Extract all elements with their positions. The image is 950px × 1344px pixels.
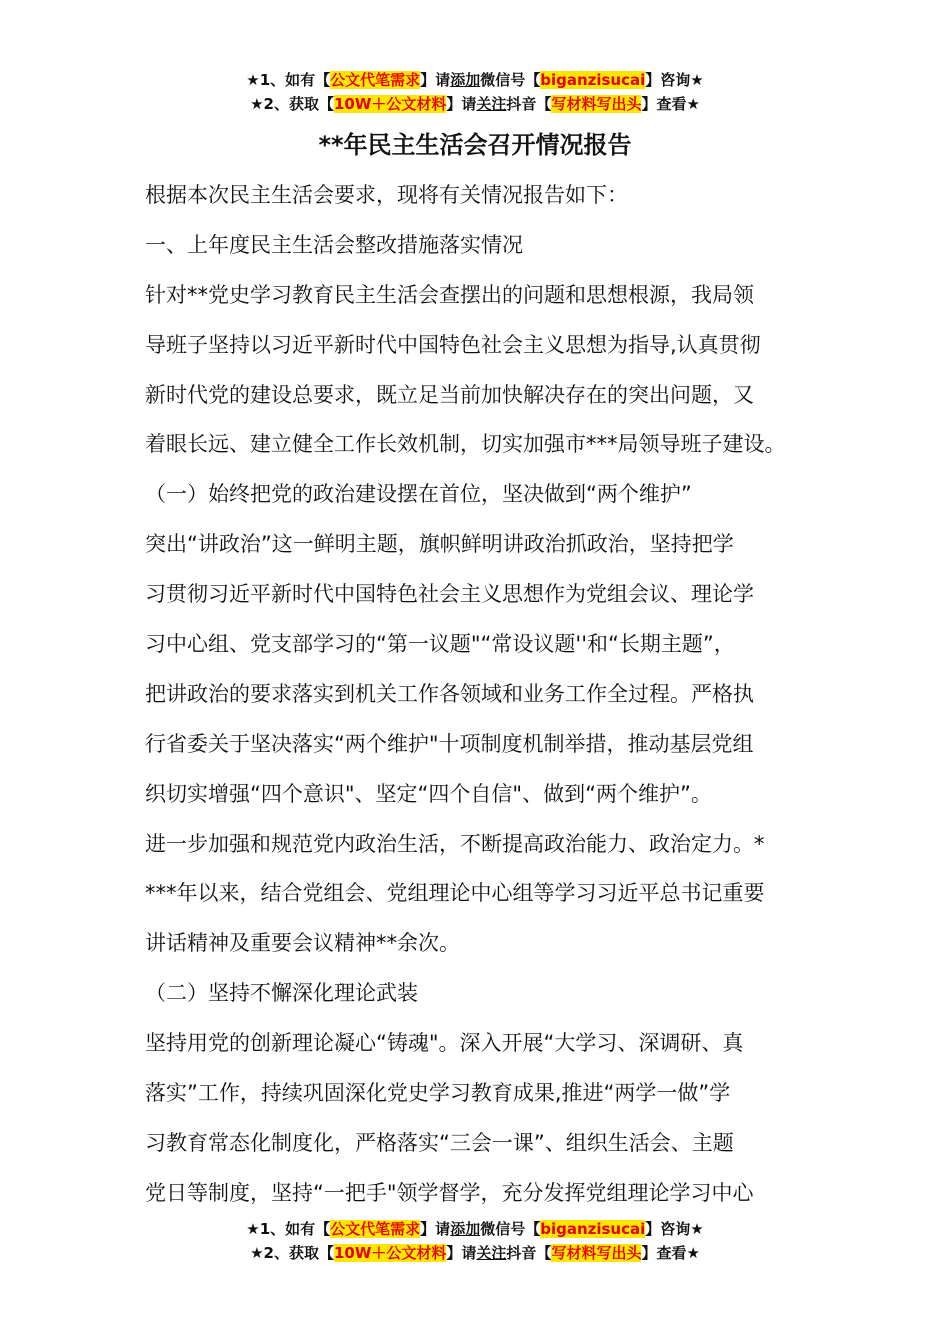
text-line: 着眼长远、建立健全工作长效机制，切实加强市***局领导班子建设。 — [145, 432, 786, 457]
promo-text: 】咨询★ — [645, 71, 704, 89]
promo-text: 】咨询★ — [645, 1220, 704, 1238]
promo-highlight: 公文代笔需求 — [330, 71, 421, 89]
text-line: 行省委关于坚决落实“两个维护"十项制度机制举措，推动基层党组 — [145, 731, 754, 756]
text-line: 织切实增强“四个意识"、坚定“四个自信"、做到“两个维护”。 — [145, 781, 712, 806]
promo-underlined: 关注 — [476, 1244, 507, 1262]
document-body — [145, 178, 825, 1226]
promo-line-2 — [0, 1241, 950, 1265]
promo-text: 】查看★ — [641, 1244, 700, 1262]
promo-text: 】请 — [446, 95, 477, 113]
promo-highlight: 10W＋公文材料 — [333, 1244, 447, 1262]
text-line: 习中心组、党支部学习的“第一议题"“常设议题''和“长期主题”， — [145, 632, 735, 657]
promo-text: 】请 — [446, 1244, 477, 1262]
promo-text: 】查看★ — [641, 95, 700, 113]
promo-line-1 — [0, 1217, 950, 1241]
promo-text: ★2、获取【 — [250, 1244, 334, 1262]
promo-text: ★1、如有【 — [246, 1220, 331, 1238]
text-line: 讲话精神及重要会议精神**余次。 — [145, 931, 460, 956]
promo-highlight: 10W＋公文材料 — [333, 95, 447, 113]
subsection-heading: （二）坚持不懈深化理论武装 — [145, 981, 418, 1006]
promo-text: 抖音【 — [506, 1244, 552, 1262]
text-line: 根据本次民主生活会要求，现将有关情况报告如下： — [145, 183, 628, 207]
promo-highlight: biganzisucai — [540, 1220, 646, 1238]
promo-text: 微信号【 — [480, 71, 541, 89]
text-line: 把讲政治的要求落实到机关工作各领域和业务工作全过程。严格执 — [145, 681, 754, 706]
promo-highlight: biganzisucai — [540, 71, 646, 89]
text-line: 突出“讲政治”这一鲜明主题，旗帜鲜明讲政治抓政治，坚持把学 — [145, 532, 734, 557]
text-line: 坚持用党的创新理论凝心“铸魂"。深入开展“大学习、深调研、真 — [145, 1031, 744, 1056]
promo-text: 微信号【 — [480, 1220, 541, 1238]
text-line: 落实”工作，持续巩固深化党史学习教育成果,推进“两学一做”学 — [145, 1081, 731, 1106]
text-line: 习教育常态化制度化，严格落实“三会一课”、组织生活会、主题 — [145, 1130, 734, 1155]
section-heading: 一、上年度民主生活会整改措施落实情况 — [145, 232, 523, 257]
text-line: 新时代党的建设总要求，既立足当前加快解决存在的突出问题，又 — [145, 382, 754, 407]
subsection-heading: （一）始终把党的政治建设摆在首位，坚决做到“两个维护” — [145, 482, 692, 507]
promo-highlight: 公文代笔需求 — [330, 1220, 421, 1238]
promo-highlight: 写材料写出头 — [551, 95, 642, 113]
promo-highlight: 写材料写出头 — [551, 1244, 642, 1262]
text-line: ***年以来，结合党组会、党组理论中心组等学习习近平总书记重要 — [145, 881, 765, 906]
promo-line-2 — [0, 92, 950, 116]
promo-banner-bottom — [0, 1217, 950, 1265]
promo-text: 】请 — [420, 71, 451, 89]
promo-line-1 — [0, 68, 950, 92]
promo-underlined: 关注 — [476, 95, 507, 113]
promo-underlined: 添加 — [450, 1220, 481, 1238]
text-line: 导班子坚持以习近平新时代中国特色社会主义思想为指导,认真贯彻 — [145, 332, 761, 357]
promo-text: ★2、获取【 — [250, 95, 334, 113]
text-line: 进一步加强和规范党内政治生活，不断提高政治能力、政治定力。* — [145, 831, 765, 856]
document-title: **年民主生活会召开情况报告 — [318, 131, 632, 159]
promo-text: 抖音【 — [506, 95, 552, 113]
promo-banner-top — [0, 68, 950, 116]
promo-text: ★1、如有【 — [246, 71, 331, 89]
text-line: 党日等制度，坚持“一把手"领学督学，充分发挥党组理论学习中心 — [145, 1180, 754, 1205]
promo-text: 】请 — [420, 1220, 451, 1238]
text-line: 习贯彻习近平新时代中国特色社会主义思想作为党组会议、理论学 — [145, 582, 754, 607]
text-line: 针对**党史学习教育民主生活会查摆出的问题和思想根源，我局领 — [145, 282, 754, 307]
promo-underlined: 添加 — [450, 71, 481, 89]
